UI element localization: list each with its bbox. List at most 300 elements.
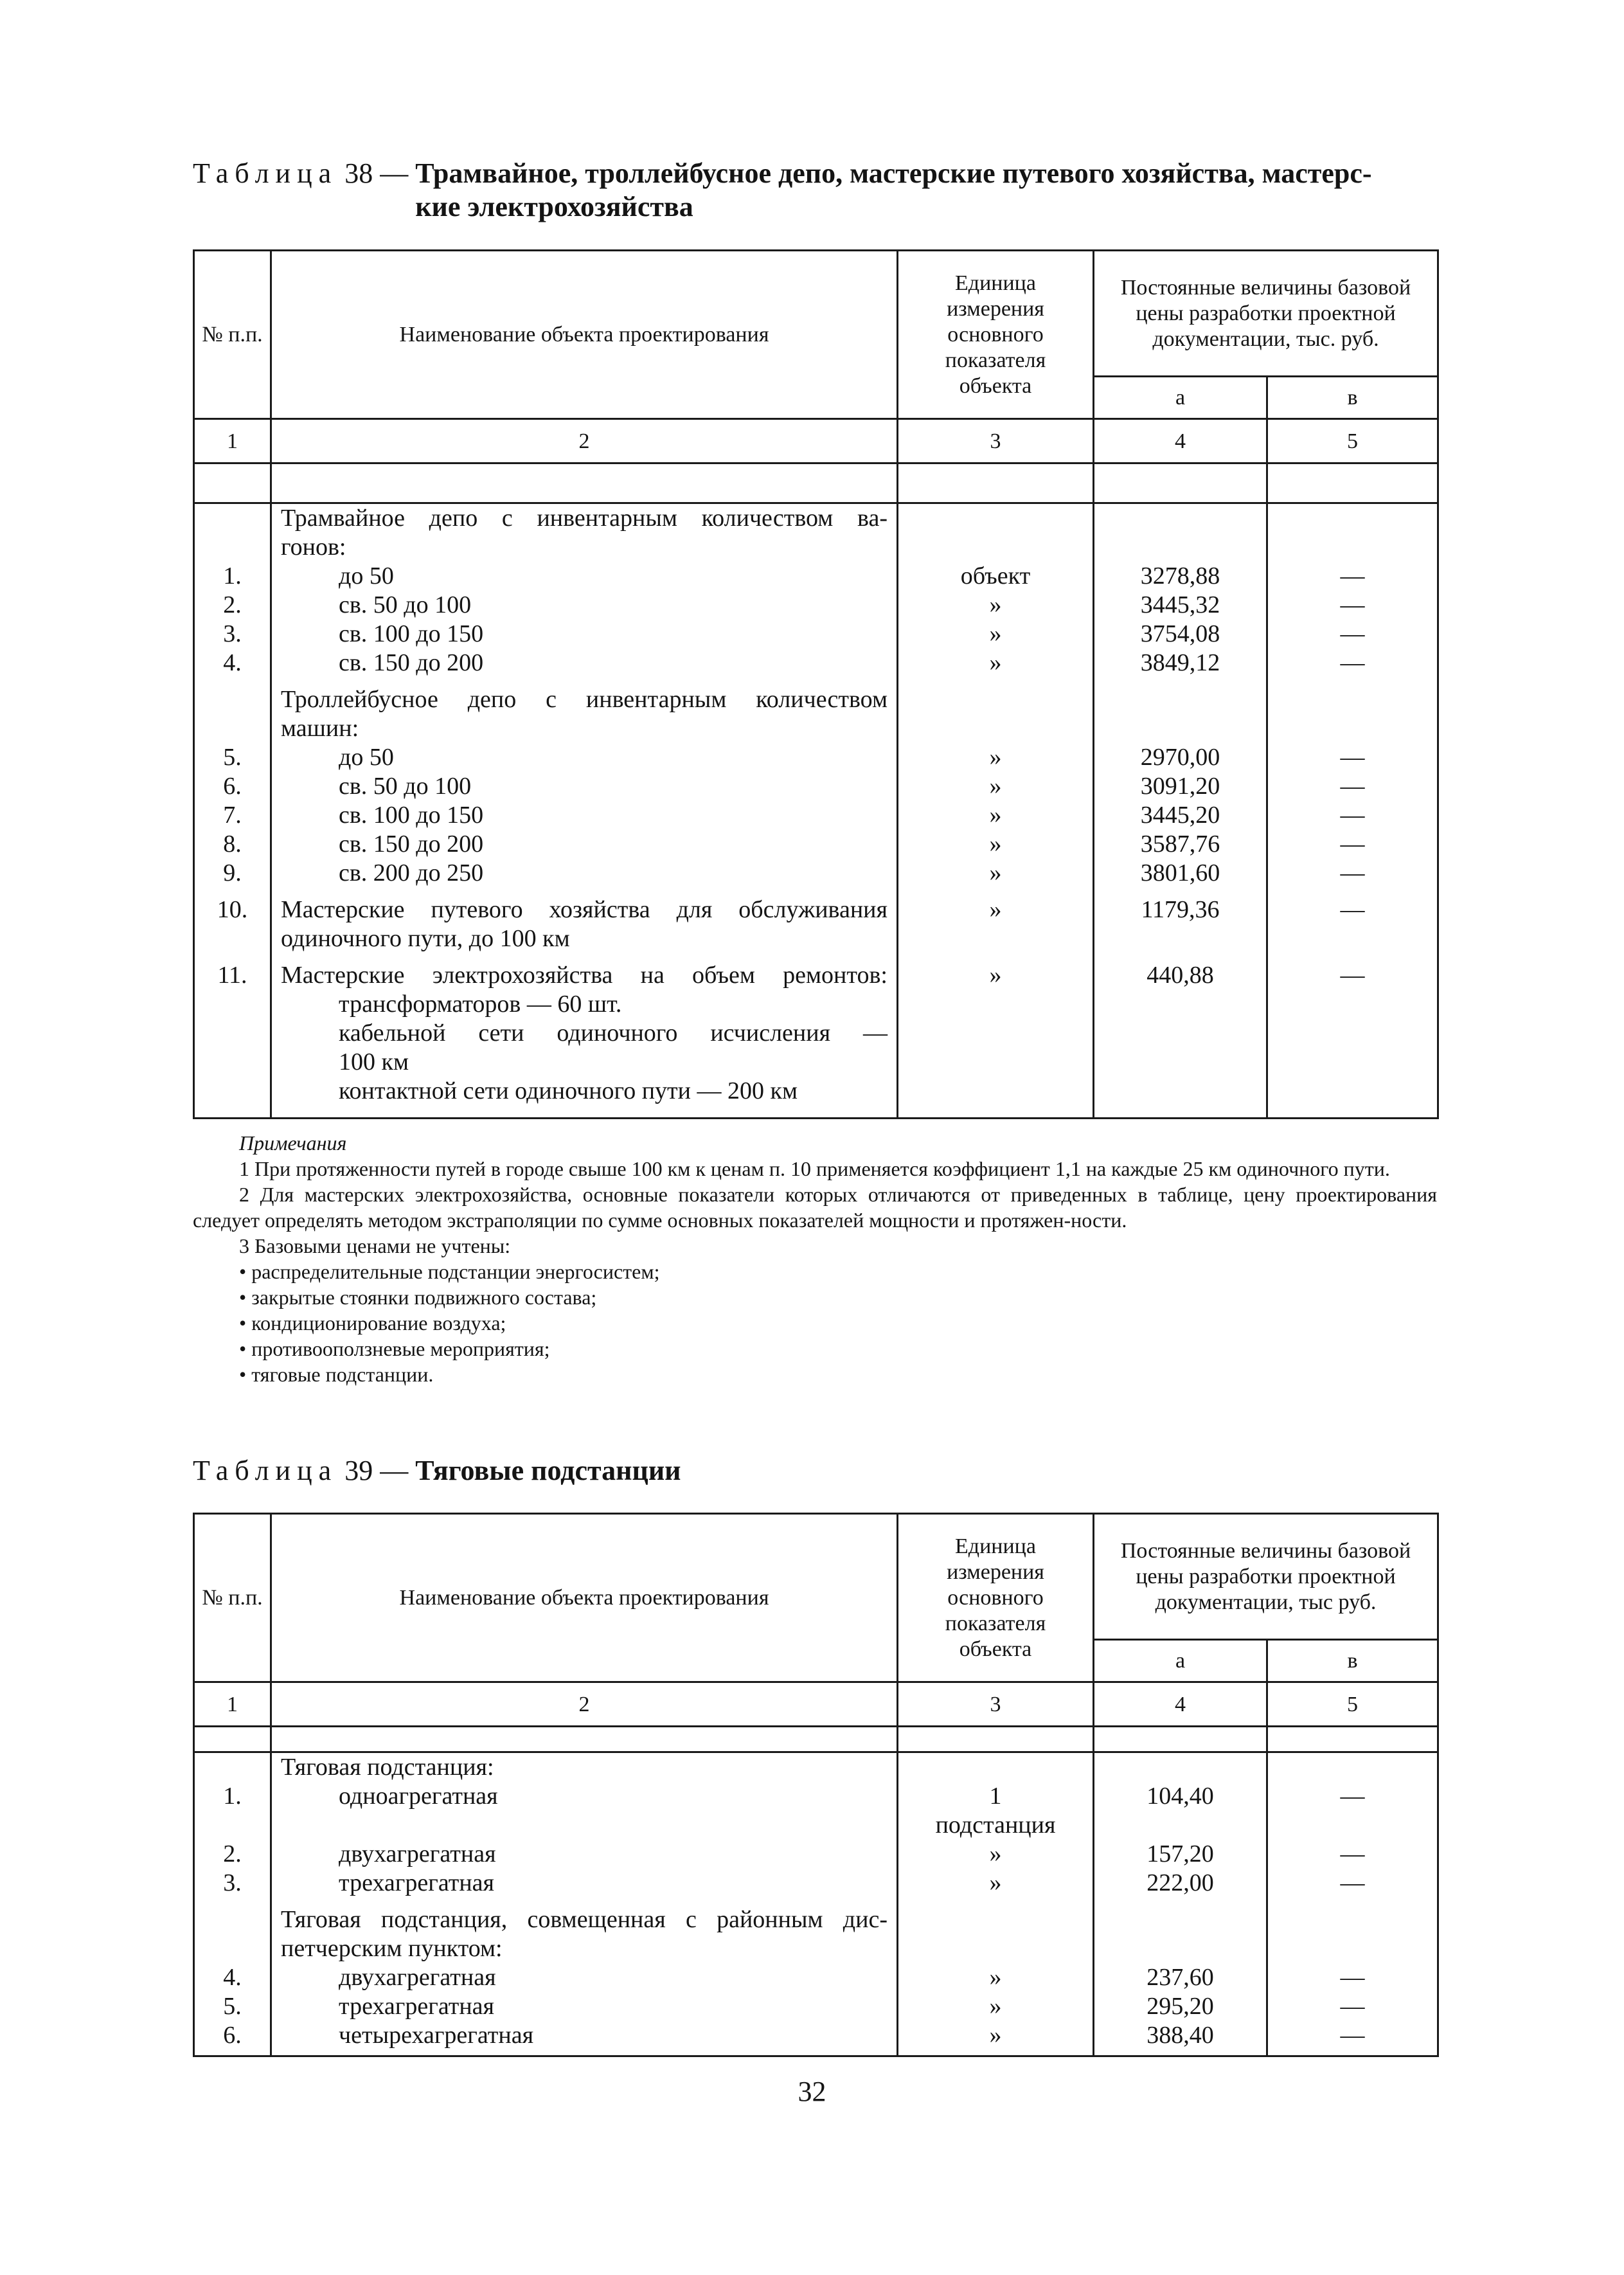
table38 (193, 249, 1439, 1119)
row-unit (898, 1019, 1093, 1048)
row-unit: подстанция (935, 1812, 1056, 1839)
row-number: 7. (223, 802, 242, 829)
row-number (195, 1077, 270, 1106)
row-price-a (1094, 924, 1266, 953)
row-price-a-block (1094, 1963, 1266, 1992)
row-name-line: контактной сети одиночного пути — 200 км (339, 1077, 798, 1104)
page-number: 32 (798, 2076, 826, 2107)
row-unit: » (989, 831, 1002, 858)
row-price-b: — (1340, 896, 1365, 923)
row-unit-block (898, 1992, 1093, 2021)
row-name-line: Троллейбусное депо с инвентарным количеством (281, 686, 888, 713)
row-name-line: св. 150 до 200 (339, 831, 484, 858)
notes-heading: Примечания (239, 1131, 347, 1155)
row-name-line: двухагрегатная (339, 1964, 496, 1991)
row-price-b-block (1268, 830, 1437, 859)
row-number: 11. (217, 962, 247, 989)
row-unit: » (989, 1840, 1002, 1867)
header-price: Постоянные величины базовой цены разработки проектной документации, тыс руб. (1094, 1514, 1438, 1640)
row-name-block (281, 961, 888, 1106)
row-number (195, 1753, 270, 1782)
row-name-block (281, 1782, 888, 1840)
row-price-a: 295,20 (1147, 1993, 1214, 2020)
column-number-5: 5 (1267, 1682, 1438, 1727)
row-name-block (281, 830, 888, 859)
row-unit: » (989, 620, 1002, 647)
row-price-a (1094, 1905, 1266, 1934)
row-price-b (1268, 1019, 1437, 1048)
table38-body-row (194, 503, 1438, 1119)
column-numbers-row (194, 1682, 1438, 1727)
row-name-block (281, 2021, 888, 2050)
row-price-b: — (1340, 1869, 1365, 1896)
row-price-b (1268, 1048, 1437, 1077)
row-name-line: трехагрегатная (339, 1993, 495, 2020)
column-number-2: 2 (271, 1682, 898, 1727)
row-price-a-block (1094, 1905, 1266, 1963)
row-number-block (195, 830, 270, 859)
row-number-block (195, 562, 270, 591)
row-unit: » (989, 896, 1002, 923)
row-number-block (195, 801, 270, 830)
row-price-b-block (1268, 1905, 1437, 1963)
row-unit-block (898, 591, 1093, 620)
table38-label: Таблица (193, 157, 338, 189)
note-bullet-2: • закрытые стоянки подвижного состава; (239, 1286, 597, 1309)
row-unit-block (898, 1905, 1093, 1963)
row-price-b: — (1340, 1964, 1365, 1991)
row-price-a (1094, 1811, 1266, 1840)
table38-number: 38 (344, 157, 373, 189)
row-price-a (1094, 533, 1266, 562)
row-price-a (1094, 504, 1266, 533)
row-price-a: 104,40 (1147, 1783, 1214, 1810)
row-price-a (1094, 1934, 1266, 1963)
row-number (195, 714, 270, 743)
row-name-line: одиночного пути, до 100 км (281, 925, 570, 952)
row-unit-block (898, 685, 1093, 743)
row-number (195, 924, 270, 953)
row-price-b (1268, 533, 1437, 562)
row-unit (898, 533, 1093, 562)
header-col-a: а (1094, 1640, 1267, 1682)
row-price-b-block (1268, 1869, 1437, 1898)
row-price-b-block (1268, 649, 1437, 678)
row-price-b-block (1268, 895, 1437, 953)
row-unit (898, 924, 1093, 953)
row-number-block (195, 2021, 270, 2050)
table38-title-line2: кие электрохозяйства (415, 191, 693, 222)
row-number-block (195, 1905, 270, 1963)
row-name-line: 100 км (339, 1048, 409, 1075)
row-unit: » (989, 1993, 1002, 2020)
row-name-line: св. 100 до 150 (339, 620, 484, 647)
row-name-line: Тяговая подстанция: (281, 1754, 494, 1781)
row-name-line: до 50 (339, 744, 394, 771)
header-unit: Единица измерения основного показателя объекта (898, 1514, 1094, 1682)
row-name-line: одноагрегатная (339, 1783, 498, 1810)
table39-body-row (194, 1752, 1438, 2056)
row-number: 6. (223, 773, 242, 800)
row-price-a-block (1094, 620, 1266, 649)
row-price-b (1268, 504, 1437, 533)
row-price-a-block (1094, 830, 1266, 859)
row-name-line: до 50 (339, 562, 394, 589)
row-unit (898, 685, 1093, 714)
row-unit-block (898, 562, 1093, 591)
row-number-block (195, 1753, 270, 1782)
row-price-a (1094, 1048, 1266, 1077)
column-number-1: 1 (194, 1682, 271, 1727)
row-price-b (1268, 714, 1437, 743)
row-price-b (1268, 1077, 1437, 1106)
row-price-a-block (1094, 591, 1266, 620)
price-a-column (1094, 1752, 1267, 2056)
table38-dash: — (380, 157, 409, 189)
row-price-a-block (1094, 504, 1266, 562)
row-name-block (281, 504, 888, 562)
row-unit (898, 1048, 1093, 1077)
row-name-block (281, 859, 888, 888)
row-unit-block (898, 772, 1093, 801)
row-price-b-block (1268, 2021, 1437, 2050)
row-price-b (1268, 1905, 1437, 1934)
row-number: 3. (223, 620, 242, 647)
row-unit: » (989, 802, 1002, 829)
row-price-b: — (1340, 1840, 1365, 1867)
column-number-4: 4 (1094, 419, 1267, 463)
note-item-1: 1 При протяженности путей в городе свыше 100 км к ценам п. 10 применяется коэффициент 1,1 на каждые 25 км одиночного пути. (239, 1157, 1390, 1180)
row-price-a: 2970,00 (1140, 744, 1220, 771)
row-price-b: — (1340, 2022, 1365, 2049)
column-number-3: 3 (898, 1682, 1094, 1727)
row-price-a-block (1094, 1992, 1266, 2021)
row-name-line: кабельной сети одиночного исчисления — (339, 1020, 888, 1047)
table39-title: Тяговые подстанции (415, 1455, 681, 1486)
row-number-block (195, 504, 270, 562)
row-unit (898, 990, 1093, 1019)
row-name-line: св. 50 до 100 (339, 591, 472, 618)
header-col-a: а (1094, 377, 1267, 419)
row-unit-block (898, 620, 1093, 649)
row-name-block (281, 620, 888, 649)
row-price-b: — (1340, 962, 1365, 989)
row-number: 8. (223, 831, 242, 858)
row-name-block (281, 591, 888, 620)
header-price: Постоянные величины базовой цены разработки проектной документации, тыс. руб. (1094, 251, 1438, 377)
row-number-block (195, 1782, 270, 1840)
row-number: 1. (223, 562, 242, 589)
row-unit-block (898, 649, 1093, 678)
header-name: Наименование объекта проектирования (271, 251, 898, 419)
row-name-line: Мастерские электрохозяйства на объем ремонтов: (281, 962, 888, 989)
row-name-block (281, 1992, 888, 2021)
row-name-block (281, 1963, 888, 1992)
num-column (194, 503, 271, 1119)
row-name-block (281, 895, 888, 953)
row-number: 1. (223, 1783, 242, 1810)
row-price-b: — (1340, 620, 1365, 647)
row-name-line: гонов: (281, 534, 346, 561)
row-number: 10. (217, 896, 248, 923)
row-price-b: — (1340, 1783, 1365, 1810)
unit-column (898, 503, 1094, 1119)
header-num: № п.п. (194, 251, 271, 419)
row-price-a: 237,60 (1147, 1964, 1214, 1991)
row-price-b-block (1268, 743, 1437, 772)
row-number-block (195, 591, 270, 620)
row-price-b (1268, 1811, 1437, 1840)
row-price-b: — (1340, 802, 1365, 829)
row-price-b-block (1268, 562, 1437, 591)
row-price-a-block (1094, 1753, 1266, 1782)
row-unit-block (898, 895, 1093, 953)
row-name-line: четырехагрегатная (339, 2022, 534, 2049)
notes-block (193, 1130, 1437, 1387)
row-price-a (1094, 685, 1266, 714)
row-unit-block (898, 961, 1093, 1106)
row-number-block (195, 1963, 270, 1992)
table39 (193, 1513, 1439, 2057)
row-number (195, 1811, 270, 1840)
row-name-block (281, 1869, 888, 1898)
row-unit (898, 1077, 1093, 1106)
row-name-block (281, 1753, 888, 1782)
row-number-block (195, 961, 270, 1106)
row-name-line: св. 100 до 150 (339, 802, 484, 829)
row-name-line: св. 150 до 200 (339, 649, 484, 676)
row-price-a (1094, 1077, 1266, 1106)
row-price-b: — (1340, 562, 1365, 589)
column-number-2: 2 (271, 419, 898, 463)
row-price-a: 222,00 (1147, 1869, 1214, 1896)
table39-label: Таблица (193, 1455, 338, 1486)
row-price-a (1094, 990, 1266, 1019)
row-number-block (195, 743, 270, 772)
row-price-b-block (1268, 801, 1437, 830)
row-price-a: 3849,12 (1140, 649, 1220, 676)
row-name-line (281, 1811, 888, 1840)
row-name-line: Тяговая подстанция, совмещенная с районным дис- (281, 1906, 888, 1933)
row-price-a (1094, 1753, 1266, 1782)
price-b-column (1267, 1752, 1438, 2056)
table38-caption (193, 157, 1440, 224)
header-num: № п.п. (194, 1514, 271, 1682)
note-item-2: 2 Для мастерских электрохозяйства, основные показатели которых отличаются от приведенных в таблице, цену проектирования следует определять методом экстраполяции по сумме основных показателей мощности и протяжен-ности. (193, 1183, 1437, 1232)
row-name-line: Мастерские путевого хозяйства для обслуживания (281, 896, 888, 923)
row-unit: » (989, 649, 1002, 676)
row-price-a-block (1094, 685, 1266, 743)
table39-caption (193, 1454, 1440, 1488)
row-price-a: 3445,32 (1140, 591, 1220, 618)
row-number (195, 1905, 270, 1934)
row-price-a-block (1094, 1840, 1266, 1869)
row-price-b: — (1340, 649, 1365, 676)
row-name-block (281, 685, 888, 743)
row-unit: 1 (989, 1783, 1002, 1810)
row-price-a-block (1094, 772, 1266, 801)
row-unit-block (898, 1869, 1093, 1898)
row-price-b-block (1268, 772, 1437, 801)
row-price-b (1268, 990, 1437, 1019)
row-price-b-block (1268, 1753, 1437, 1782)
row-number: 4. (223, 1964, 242, 1991)
row-price-b-block (1268, 961, 1437, 1106)
row-price-b-block (1268, 1963, 1437, 1992)
row-price-a-block (1094, 743, 1266, 772)
row-unit: объект (960, 562, 1031, 589)
row-unit-block (898, 743, 1093, 772)
table39-number: 39 (344, 1455, 373, 1486)
row-price-b-block (1268, 620, 1437, 649)
row-price-a-block (1094, 961, 1266, 1106)
row-number (195, 990, 270, 1019)
row-price-a-block (1094, 649, 1266, 678)
row-price-a-block (1094, 801, 1266, 830)
row-number-block (195, 772, 270, 801)
row-number-block (195, 620, 270, 649)
row-price-a-block (1094, 562, 1266, 591)
row-price-a: 1179,36 (1141, 896, 1220, 923)
name-column (271, 503, 898, 1119)
row-price-a: 388,40 (1147, 2022, 1214, 2049)
table39-dash: — (380, 1455, 409, 1486)
row-unit: » (989, 1869, 1002, 1896)
row-unit-block (898, 1840, 1093, 1869)
row-number (195, 504, 270, 533)
row-number (195, 1934, 270, 1963)
row-name-block (281, 743, 888, 772)
note-item-3: 3 Базовыми ценами не учтены: (239, 1234, 511, 1257)
note-bullet-3: • кондиционирование воздуха; (239, 1311, 506, 1335)
row-price-a (1094, 1019, 1266, 1048)
row-price-b (1268, 924, 1437, 953)
row-unit (898, 504, 1093, 533)
row-price-a: 3091,20 (1140, 773, 1220, 800)
row-price-a: 3587,76 (1140, 831, 1220, 858)
price-b-column (1267, 503, 1438, 1119)
row-price-b: — (1340, 591, 1365, 618)
row-name-line: двухагрегатная (339, 1840, 496, 1867)
header-col-b: в (1267, 1640, 1438, 1682)
row-price-a-block (1094, 1869, 1266, 1898)
row-name-block (281, 1905, 888, 1963)
row-number (195, 685, 270, 714)
row-unit-block (898, 801, 1093, 830)
row-price-a: 3754,08 (1140, 620, 1220, 647)
row-number (195, 533, 270, 562)
row-name-block (281, 649, 888, 678)
note-bullet-1: • распределительные подстанции энергосистем; (239, 1260, 660, 1283)
column-number-4: 4 (1094, 1682, 1267, 1727)
column-numbers-row (194, 419, 1438, 463)
row-number: 9. (223, 859, 242, 886)
row-number-block (195, 1992, 270, 2021)
row-price-b (1268, 1753, 1437, 1782)
row-price-a-block (1094, 1782, 1266, 1840)
row-unit-block (898, 1963, 1093, 1992)
row-unit: » (989, 1964, 1002, 1991)
row-unit (898, 714, 1093, 743)
row-number: 3. (223, 1869, 242, 1896)
row-unit (898, 1905, 1093, 1934)
unit-column (898, 1752, 1094, 2056)
row-price-a-block (1094, 859, 1266, 888)
column-number-3: 3 (898, 419, 1094, 463)
row-number-block (195, 859, 270, 888)
row-name-line: машин: (281, 715, 359, 742)
row-unit (898, 1934, 1093, 1963)
row-price-a: 440,88 (1147, 962, 1214, 989)
row-name-line: св. 200 до 250 (339, 859, 484, 886)
row-price-a: 3445,20 (1140, 802, 1220, 829)
row-name-line: петчерским пунктом: (281, 1935, 503, 1962)
row-price-b (1268, 1934, 1437, 1963)
row-name-line: трехагрегатная (339, 1869, 495, 1896)
row-name-line: трансформаторов — 60 шт. (339, 991, 622, 1018)
row-name-block (281, 801, 888, 830)
row-unit-block (898, 2021, 1093, 2050)
row-unit-block (898, 859, 1093, 888)
row-number-block (195, 685, 270, 743)
row-unit (898, 1753, 1093, 1782)
row-unit-block (898, 1753, 1093, 1782)
row-name-line: Трамвайное депо с инвентарным количеством ва- (281, 505, 888, 532)
row-unit-block (898, 830, 1093, 859)
row-price-a (1094, 714, 1266, 743)
row-number: 2. (223, 1840, 242, 1867)
row-unit: » (989, 859, 1002, 886)
row-price-a: 157,20 (1147, 1840, 1214, 1867)
num-column (194, 1752, 271, 2056)
row-price-a: 3801,60 (1140, 859, 1220, 886)
row-number: 5. (223, 744, 242, 771)
row-unit: » (989, 2022, 1002, 2049)
row-price-b (1268, 685, 1437, 714)
row-number-block (195, 649, 270, 678)
row-number (195, 1048, 270, 1077)
row-number-block (195, 1869, 270, 1898)
row-name-block (281, 562, 888, 591)
row-price-b: — (1340, 744, 1365, 771)
name-column (271, 1752, 898, 2056)
header-col-b: в (1267, 377, 1438, 419)
header-unit: Единица измерения основного показателя объекта (898, 251, 1094, 419)
row-name-line: св. 50 до 100 (339, 773, 472, 800)
row-price-b: — (1340, 773, 1365, 800)
row-number-block (195, 1840, 270, 1869)
row-price-b: — (1340, 831, 1365, 858)
row-unit-block (898, 504, 1093, 562)
row-number (195, 1019, 270, 1048)
row-price-b: — (1340, 859, 1365, 886)
row-price-b-block (1268, 685, 1437, 743)
row-number: 5. (223, 1993, 242, 2020)
row-price-b-block (1268, 591, 1437, 620)
price-a-column (1094, 503, 1267, 1119)
row-price-a-block (1094, 2021, 1266, 2050)
row-price-b: — (1340, 1993, 1365, 2020)
row-number: 2. (223, 591, 242, 618)
row-price-b-block (1268, 1992, 1437, 2021)
row-price-b-block (1268, 504, 1437, 562)
row-unit: » (989, 773, 1002, 800)
row-name-block (281, 1840, 888, 1869)
row-number-block (195, 895, 270, 953)
row-unit: » (989, 962, 1002, 989)
row-unit: » (989, 744, 1002, 771)
table38-title-line1: Трамвайное, троллейбусное депо, мастерские путевого хозяйства, мастерс- (415, 157, 1372, 189)
